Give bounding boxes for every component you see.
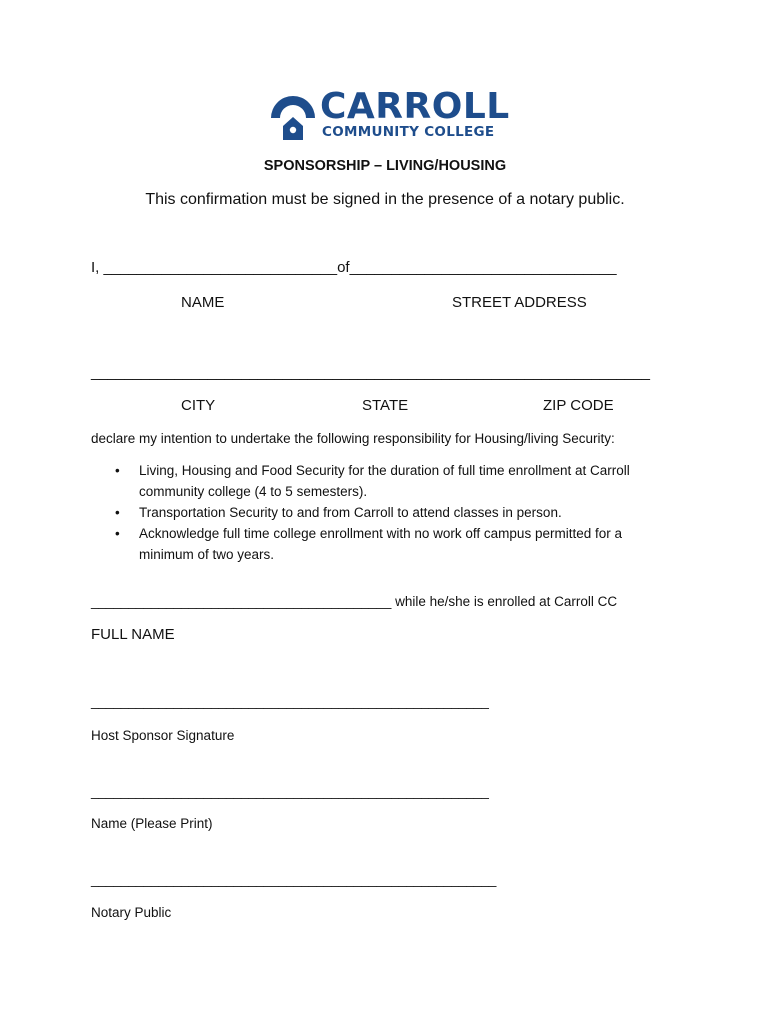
college-emblem-icon bbox=[268, 92, 318, 142]
host-sponsor-signature-label: Host Sponsor Signature bbox=[91, 728, 235, 743]
print-name-label: Name (Please Print) bbox=[91, 816, 213, 831]
list-item bbox=[112, 523, 672, 565]
bullet-icon: • bbox=[115, 505, 120, 520]
carroll-logo bbox=[268, 86, 510, 144]
zip-code-label: ZIP CODE bbox=[543, 397, 614, 414]
host-signature-line: _____________________________________________________ bbox=[91, 694, 489, 709]
responsibility-list bbox=[112, 460, 672, 565]
declaration-text: declare my intention to undertake the following responsibility for Housing/living Security: bbox=[91, 431, 615, 446]
notary-notice: This confirmation must be signed in the presence of a notary public. bbox=[145, 191, 625, 208]
name-label: NAME bbox=[181, 294, 225, 311]
notary-line: ______________________________________________________ bbox=[91, 872, 497, 887]
state-label: STATE bbox=[362, 397, 409, 414]
name-address-line: I, ____________________________of________________________________ bbox=[91, 259, 617, 276]
list-item-text: Living, Housing and Food Security for the duration of full time enrollment at Carroll community college (4 to 5 semesters). bbox=[139, 463, 630, 499]
city-label: CITY bbox=[181, 397, 216, 414]
list-item bbox=[112, 460, 672, 502]
bullet-icon: • bbox=[115, 526, 120, 541]
list-item-text: Transportation Security to and from Carroll to attend classes in person. bbox=[139, 505, 562, 520]
enrolled-line: ________________________________________ while he/she is enrolled at Carroll CC bbox=[91, 594, 618, 609]
logo-wordmark: CARROLL bbox=[320, 86, 510, 127]
list-item-text: Acknowledge full time college enrollment with no work off campus permitted for a minimum of two years. bbox=[139, 526, 622, 562]
print-name-line: _____________________________________________________ bbox=[91, 784, 489, 799]
notary-public-label: Notary Public bbox=[91, 905, 172, 920]
street-address-label: STREET ADDRESS bbox=[452, 294, 587, 311]
bullet-icon: • bbox=[115, 463, 120, 478]
full-name-label: FULL NAME bbox=[91, 626, 175, 643]
city-state-zip-line: ___________________________________________________________________ bbox=[91, 364, 650, 381]
list-item bbox=[112, 502, 672, 523]
logo-subtitle: COMMUNITY COLLEGE bbox=[322, 124, 495, 140]
document-title: SPONSORSHIP – LIVING/HOUSING bbox=[263, 158, 507, 174]
